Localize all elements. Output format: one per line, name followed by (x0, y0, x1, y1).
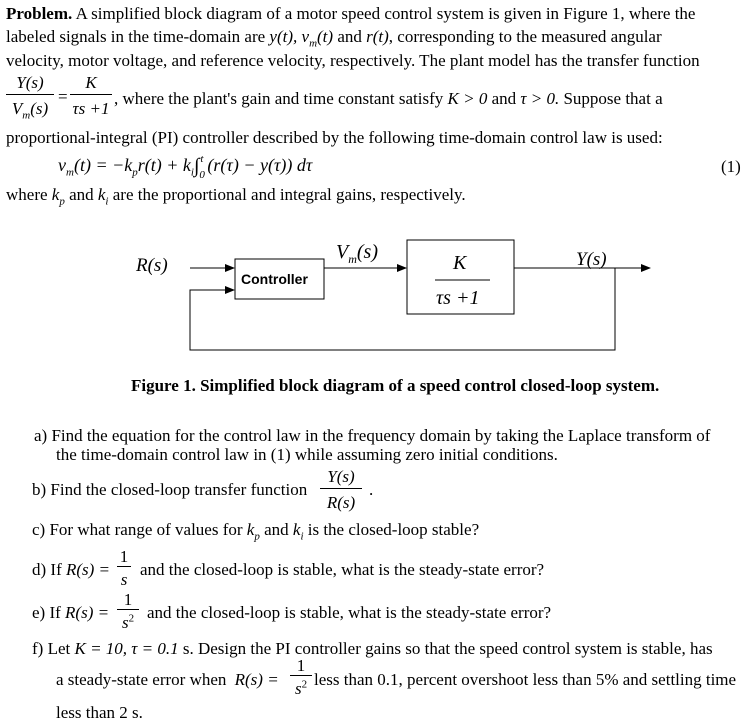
question-f-line2-text: less than 0.1, percent overshoot less than 5% and settling time (314, 670, 737, 689)
question-b-end: . (369, 480, 374, 499)
problem-label: Problem. (6, 4, 73, 23)
plant-tf-k-fraction: K τs +1 (70, 72, 112, 118)
question-d-fraction: 1 s (117, 545, 131, 589)
signal-y: y(t), (269, 27, 298, 46)
question-b-fraction: Y(s) R(s) (320, 464, 362, 514)
problem-line1-text: A simplified block diagram of a motor speed control system is given in Figure 1, where the (72, 4, 696, 23)
problem-line2-text: labeled signals in the time-domain are (6, 27, 270, 46)
diagram-output-label: Y(s) (576, 249, 607, 270)
question-a-line1: a) Find the equation for the control law in the frequency domain by taking the Laplace transform of (34, 426, 711, 445)
controller-label: Controller (241, 271, 308, 287)
signal-r: r(t) (366, 27, 389, 46)
problem-line2-and: and (333, 27, 367, 46)
question-d-prefix: d) If R(s) = (32, 560, 111, 579)
question-d-text: and the closed-loop is stable, what is the steady-state error? (140, 560, 545, 579)
control-law-equation: $v_m(t) = -k_pr(t) + k_i\int$ t 0 (r(τ) − y(τ)) dτ (58, 153, 313, 181)
plant-tf-equals: = (58, 87, 68, 106)
question-f-fraction: 1 $s^2$ (290, 654, 312, 700)
signal-v: $v_m(t)$ (301, 27, 334, 50)
gain-condition: K > 0 (447, 89, 488, 108)
question-e-fraction: 1 $s^2$ (117, 588, 139, 634)
plant-tf-numerator: Y(s) (16, 73, 44, 92)
problem-line-4: , where the plant's gain and time constant satisfy K > 0 and τ > 0. Suppose that a (114, 89, 663, 108)
problem-line-5: proportional-integral (PI) controller described by the following time-domain control law is used: (6, 128, 663, 147)
question-f-line3: less than 2 s. (56, 703, 143, 722)
question-f-line1: f) Let K = 10, τ = 0.1 s. Design the PI controller gains so that the speed control system is stable, has (32, 639, 713, 658)
plant-numerator: K (453, 252, 467, 274)
diagram-input-label: R(s) (136, 255, 168, 276)
question-b: b) Find the closed-loop transfer function (32, 480, 308, 499)
tau-condition: τ > 0. (520, 89, 560, 108)
figure-caption: Figure 1. Simplified block diagram of a speed control closed-loop system. (131, 376, 660, 395)
equation-number: (1) (721, 157, 741, 176)
problem-line2-end: , corresponding to the measured angular (388, 27, 662, 46)
question-f-line2-prefix: a steady-state error when R(s) = (56, 670, 279, 689)
question-e-prefix: e) If R(s) = (32, 603, 110, 622)
problem-line-6: where $k_p$ and $k_i$ are the proportional and integral gains, respectively. (6, 185, 466, 208)
plant-denominator: τs +1 (436, 287, 480, 309)
question-c: c) For what range of values for $k_p$ and $k_i$ is the closed-loop stable? (32, 520, 480, 543)
diagram-signal-label: $V_m(s)$ (336, 241, 378, 266)
question-e-text: and the closed-loop is stable, what is the steady-state error? (147, 603, 552, 622)
plant-tf-denominator: $V_m(s)$ (11, 99, 49, 122)
problem-line-3: velocity, motor voltage, and reference velocity, respectively. The plant model has the transfer function (6, 51, 700, 70)
question-a-line2: the time-domain control law in (1) while assuming zero initial conditions. (56, 445, 558, 464)
